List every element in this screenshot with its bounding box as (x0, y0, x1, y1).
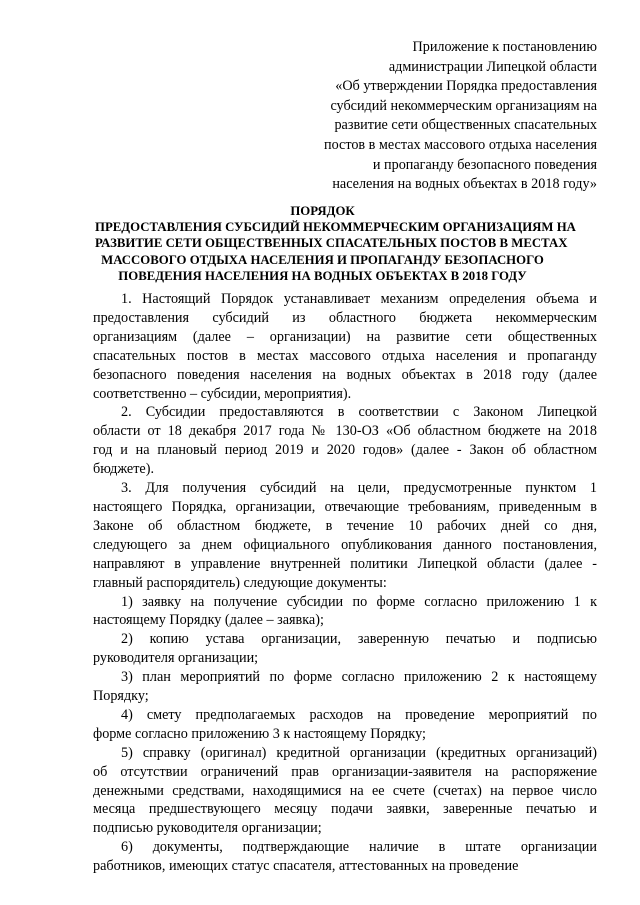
body-paragraph (93, 744, 597, 839)
paragraph-line: 6) документы, подтверждающие наличие в штате организации (121, 839, 597, 856)
appendix-line: и пропаганду безопасного поведения (372, 156, 597, 173)
paragraph-line: 2. Субсидии предоставляются в соответствии с Законом Липецкой (121, 404, 597, 421)
appendix-line: населения на водных объектах в 2018 году» (332, 176, 597, 193)
appendix-line: постов в местах массового отдыха населения (323, 136, 597, 153)
title-line: ПОВЕДЕНИЯ НАСЕЛЕНИЯ НА ВОДНЫХ ОБЪЕКТАХ В 2018 ГОДУ (118, 268, 527, 283)
body-paragraph (93, 290, 597, 403)
body-paragraph (93, 403, 597, 479)
paragraph-line: 2) копию устава организации, заверенную печатью и подписью (121, 631, 597, 648)
title-heading: ПОРЯДОК (290, 204, 355, 218)
title-line: РАЗВИТИЕ СЕТИ ОБЩЕСТВЕННЫХ СПАСАТЕЛЬНЫХ ПОСТОВ В МЕСТАХ (95, 236, 568, 251)
paragraph-line: организациям (далее – организации) на развитие сети общественных (93, 328, 597, 345)
appendix-line: «Об утверждении Порядка предоставления (335, 78, 597, 95)
appendix-note (277, 38, 597, 195)
paragraph-line: настоящему Порядку (далее – заявка); (93, 612, 324, 629)
title-line: МАССОВОГО ОТДЫХА НАСЕЛЕНИЯ И ПРОПАГАНДУ БЕЗОПАСНОГО (101, 252, 544, 267)
paragraph-line: форме согласно приложению 3 к настоящему Порядку; (93, 725, 426, 742)
paragraph-line: 1. Настоящий Порядок устанавливает механизм определения объема и (121, 291, 597, 307)
body-paragraph (93, 668, 597, 706)
paragraph-line: спасательных постов в местах массового отдыха населения и пропаганду (93, 347, 597, 364)
body-paragraph (93, 630, 597, 668)
paragraph-line: работников, имеющих статус спасателя, аттестованных на проведение (93, 858, 519, 875)
paragraph-line: 5) справку (оригинал) кредитной организации (кредитных организаций) (121, 744, 597, 761)
paragraph-line: год и на плановый период 2019 и 2020 годов» (далее - Закон об областном (93, 442, 597, 459)
paragraph-line: соответственно – субсидии, мероприятия). (93, 385, 352, 402)
paragraph-line: области от 18 декабря 2017 года № 130-ОЗ «Об областном бюджете на 2018 (93, 423, 597, 440)
paragraph-line: настоящего Порядка, организации, отвечающие требованиям, приведенным в (93, 498, 597, 515)
paragraph-line: 3. Для получения субсидий на цели, предусмотренные пунктом 1 (121, 480, 597, 497)
paragraph-line: об отсутствии ограничений прав организации-заявителя на распоряжение (93, 763, 597, 780)
appendix-line: администрации Липецкой области (388, 58, 597, 75)
body-paragraph (93, 593, 597, 631)
paragraph-line: бюджете). (93, 461, 154, 478)
paragraph-line: 3) план мероприятий по форме согласно приложению 2 к настоящему (121, 669, 597, 686)
paragraph-line: следующего за днем официального опубликования данного постановления, (93, 536, 597, 553)
paragraph-line: руководителя организации; (93, 650, 259, 667)
paragraph-line: подписью руководителя организации; (93, 820, 322, 837)
paragraph-line: безопасного поведения населения на водных объектах в 2018 году (далее (93, 366, 597, 383)
paragraph-line: главный распорядитель) следующие документы: (93, 574, 387, 591)
title-line: ПРЕДОСТАВЛЕНИЯ СУБСИДИЙ НЕКОММЕРЧЕСКИМ ОРГАНИЗАЦИЯМ НА (95, 220, 576, 235)
paragraph-line: месяца предшествующего месяцу подачи заявки, заверенные печатью и (93, 801, 597, 818)
paragraph-line: 1) заявку на получение субсидии по форме согласно приложению 1 к (121, 593, 597, 610)
body-paragraph (93, 479, 597, 592)
document-body (93, 290, 597, 876)
appendix-line: субсидий некоммерческим организациям на (330, 97, 597, 114)
paragraph-line: предоставления субсидий из областного бюджета некоммерческим (93, 309, 597, 326)
paragraph-line: 4) смету предполагаемых расходов на проведение мероприятий по (121, 706, 597, 723)
appendix-line: Приложение к постановлению (412, 39, 597, 55)
appendix-line: развитие сети общественных спасательных (334, 117, 597, 134)
document-title (95, 203, 576, 284)
paragraph-line: Порядку; (93, 688, 149, 705)
paragraph-line: направляют в управление внутренней политики Липецкой области (далее - (93, 555, 597, 572)
body-paragraph (93, 706, 597, 744)
paragraph-line: Законе об областном бюджете, в течение 10 рабочих дней со дня, (93, 517, 597, 534)
paragraph-line: денежными средствами, находящимися на ее счете (счетах) на первое число (93, 782, 597, 799)
body-paragraph (93, 838, 597, 876)
